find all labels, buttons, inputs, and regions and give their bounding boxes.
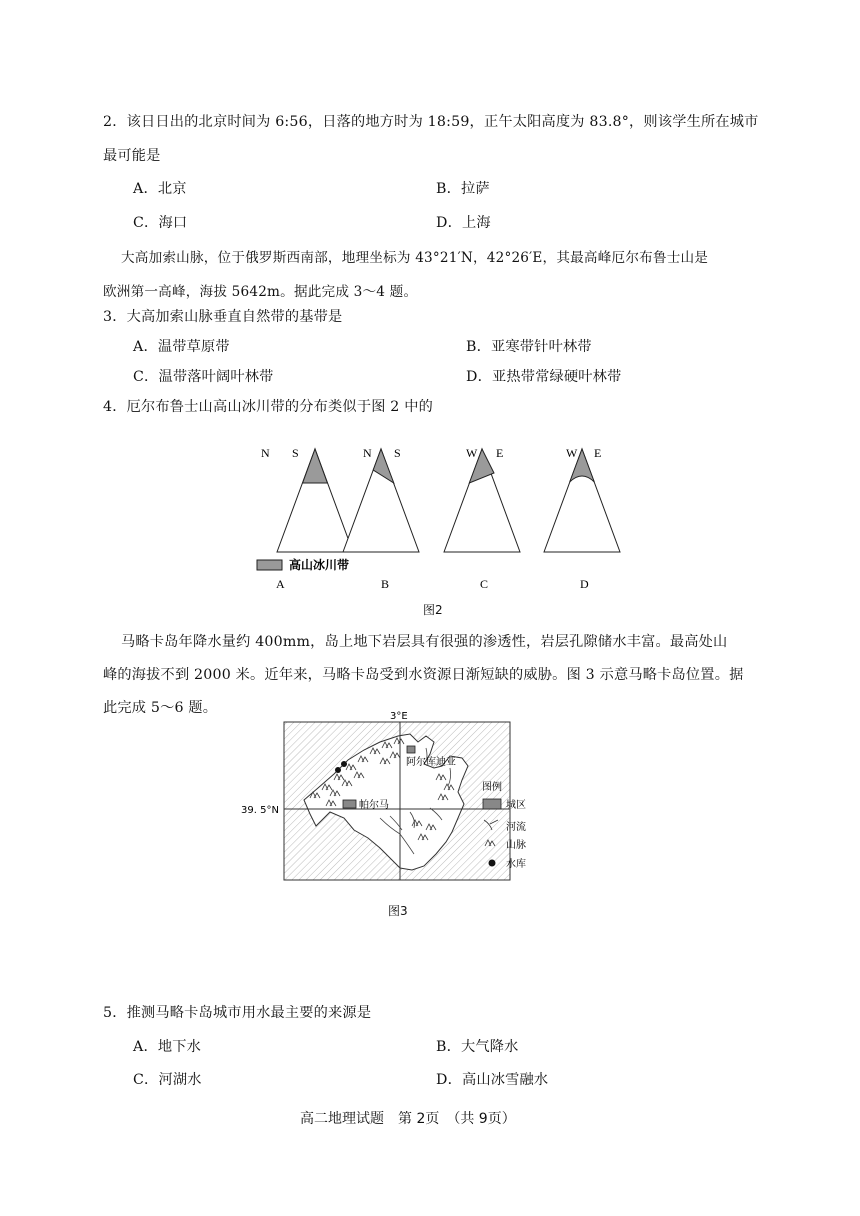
- reservoir-2: [335, 767, 341, 773]
- mountain-d-letter: D: [580, 577, 589, 591]
- city-palma-label: 帕尔马: [359, 800, 389, 811]
- q3-option-d: D．亚热带常绿硬叶林带: [466, 369, 622, 385]
- city-alcudia-label: 阿尔库迪亚: [406, 757, 456, 768]
- mountain-d: [544, 446, 620, 552]
- q5-option-a: A．地下水: [133, 1039, 201, 1055]
- mountain-b-letter: B: [381, 577, 390, 591]
- q2-option-c: C．海口: [133, 215, 188, 231]
- mountain-a: [261, 446, 353, 552]
- q5-stem: 5．推测马略卡岛城市用水最主要的来源是: [103, 1005, 372, 1021]
- legend-river-label: 河流: [506, 822, 526, 833]
- mountain-b-right: S: [394, 446, 401, 460]
- q5-option-d: D．高山冰雪融水: [436, 1072, 549, 1088]
- reservoir-1: [341, 761, 347, 767]
- q2-stem-line1: 2．该日日出的北京时间为 6:56，日落的地方时为 18:59，正午太阳高度为 83.8°，则该学生所在城市: [103, 114, 759, 130]
- intro1-line1: 大高加索山脉，位于俄罗斯西南部，地理坐标为 43°21′N，42°26′E，其最高峰厄尔布鲁士山是: [121, 250, 709, 266]
- legend-mountain-label: 山脉: [506, 840, 526, 851]
- city-alcudia-marker: [407, 746, 415, 753]
- mountain-c-left: W: [466, 446, 478, 460]
- q3-option-a: A．温带草原带: [133, 339, 230, 355]
- city-palma-marker: [343, 800, 356, 808]
- glacier-legend-label: 高山冰川带: [289, 558, 350, 572]
- q2-option-d: D．上海: [436, 215, 491, 231]
- mountain-b-left: N: [363, 446, 372, 460]
- q2-option-b: B．拉萨: [436, 181, 490, 197]
- q5-option-b: B．大气降水: [436, 1039, 519, 1055]
- mountain-c-letter: C: [480, 577, 489, 591]
- legend-city-swatch: [483, 799, 501, 809]
- mountain-b: [343, 446, 419, 552]
- q4-stem: 4．厄尔布鲁士山高山冰川带的分布类似于图 2 中的: [103, 399, 434, 415]
- q2-option-a: A．北京: [133, 181, 187, 197]
- figure-3-caption: 图3: [388, 904, 408, 918]
- figure-3-map: [230, 708, 550, 898]
- meridian-label: 3°E: [390, 711, 408, 722]
- q3-option-b: B．亚寒带针叶林带: [466, 339, 592, 355]
- mountain-c: [444, 446, 520, 552]
- legend-city-label: 城区: [506, 800, 526, 811]
- mountain-c-right: E: [496, 446, 504, 460]
- figure-2-caption: 图2: [423, 603, 443, 617]
- mountain-a-right: S: [292, 446, 299, 460]
- page-footer: 高二地理试题 第 2页 （共 9页）: [300, 1111, 516, 1127]
- q3-stem: 3．大高加索山脉垂直自然带的基带是: [103, 309, 343, 325]
- parallel-label: 39. 5°N: [241, 805, 279, 816]
- mountain-d-right: E: [594, 446, 602, 460]
- mountain-a-left: N: [261, 446, 270, 460]
- q3-option-c: C．温带落叶阔叶林带: [133, 369, 274, 385]
- figure-2: [230, 440, 630, 600]
- glacier-legend-swatch: [257, 560, 282, 570]
- mountain-d-left: W: [566, 446, 578, 460]
- intro2-line2: 峰的海拔不到 2000 米。近年来，马略卡岛受到水资源日渐短缺的威胁。图 3 示意马略卡岛位置。据: [103, 667, 744, 683]
- q5-option-c: C．河湖水: [133, 1072, 202, 1088]
- legend-reservoir-label: 水库: [506, 859, 526, 870]
- intro2-line1: 马略卡岛年降水量约 400mm，岛上地下岩层具有很强的渗透性，岩层孔隙储水丰富。最高处山: [121, 634, 728, 650]
- intro2-line3: 此完成 5～6 题。: [103, 700, 218, 716]
- legend-title: 图例: [482, 782, 502, 793]
- mountain-a-letter: A: [276, 577, 285, 591]
- legend-reservoir-icon: [489, 860, 496, 867]
- q2-stem-line2: 最可能是: [103, 148, 161, 164]
- intro1-line2: 欧洲第一高峰，海拔 5642m。据此完成 3～4 题。: [103, 284, 418, 300]
